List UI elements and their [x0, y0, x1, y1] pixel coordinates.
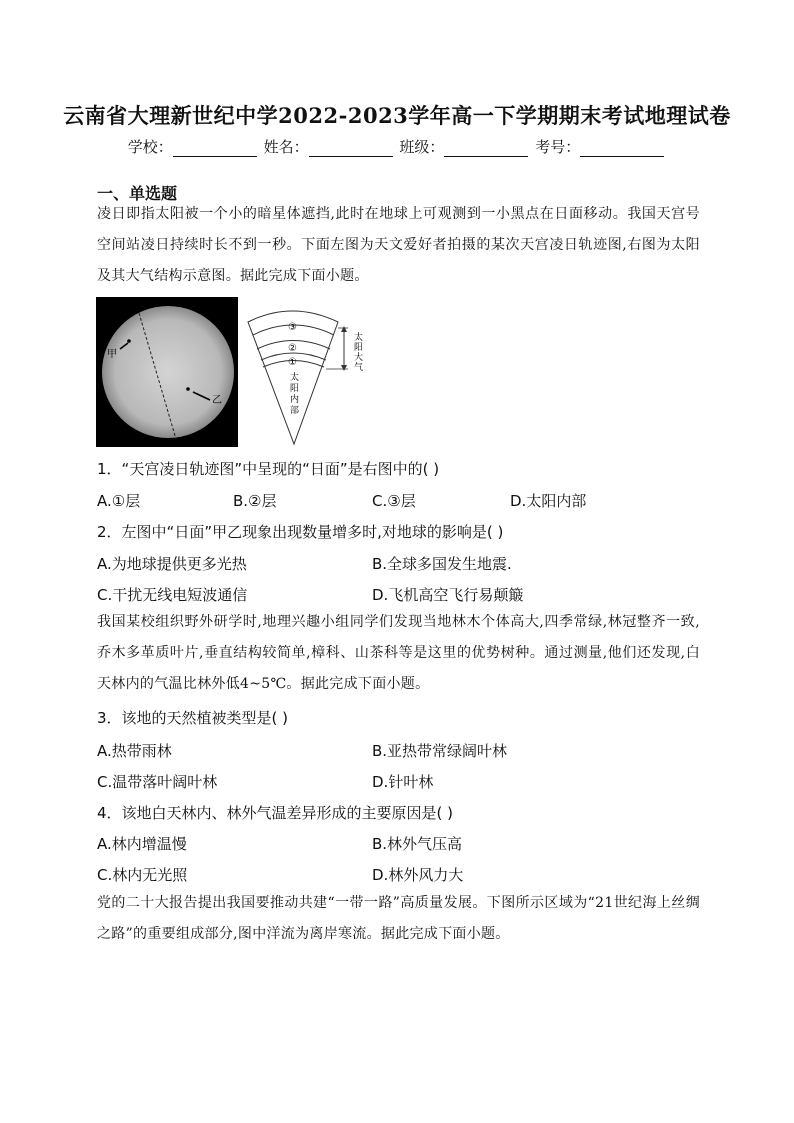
layer-1-label: ①: [288, 357, 297, 368]
q2-option-b[interactable]: B.全球多国发生地震.: [372, 555, 512, 573]
q4-option-c[interactable]: C.林内无光照: [97, 866, 188, 884]
interior-label-part: 部: [290, 406, 300, 416]
q1-option-a[interactable]: A.①层: [97, 492, 141, 510]
question-2-stem: 2．左图中“日面”甲乙现象出现数量增多时,对地球的影响是( ): [97, 523, 504, 541]
name-label: 姓名：: [263, 138, 309, 156]
interior-label-part: 阳: [290, 384, 300, 394]
interior-label-part: 内: [290, 395, 300, 405]
atmosphere-label: [354, 331, 366, 373]
q4-option-a[interactable]: A.林内增温慢: [97, 835, 187, 853]
q3-option-a[interactable]: A.热带雨林: [97, 742, 172, 760]
layer-2-label: ②: [288, 343, 297, 354]
q4-option-d[interactable]: D.林外风力大: [372, 866, 464, 884]
sun-transit-photo: [96, 297, 238, 447]
sun-structure-diagram: [244, 300, 368, 448]
section-heading: 一、单选题: [97, 184, 178, 203]
atmosphere-label-part: 气: [354, 363, 364, 373]
interior-label-part: 太: [290, 373, 300, 383]
q1-option-d[interactable]: D.太阳内部: [510, 492, 587, 510]
sun-disk: [102, 306, 234, 438]
sun-transit-figure: [96, 297, 238, 447]
bracket-arrow-bottom: [341, 365, 347, 371]
q4-option-b[interactable]: B.林外气压高: [372, 835, 463, 853]
passage-2: 我国某校组织野外研学时,地理兴趣小组同学们发现当地林木个体高大,四季常绿,林冠整齐一致,乔木多革质叶片,垂直结构较简单,樟科、山茶科等是这里的优势树种。通过测量,他们还发现,白天林内的气温比林外低4~5℃。据此完成下面小题。: [97, 614, 700, 692]
exam-number-blank[interactable]: [580, 140, 664, 157]
sunspot-jia: [127, 339, 131, 343]
q1-option-b[interactable]: B.②层: [233, 492, 277, 510]
atmosphere-label-part: 太: [354, 333, 364, 343]
q3-option-b[interactable]: B.亚热带常绿阔叶林: [372, 742, 508, 760]
q1-option-c[interactable]: C.③层: [372, 492, 416, 510]
q2-option-d[interactable]: D.飞机高空飞行易颠簸: [372, 586, 524, 604]
layer-3-label: ③: [288, 322, 297, 333]
sun-structure-figure: [244, 300, 368, 448]
label-jia: 甲: [107, 349, 117, 360]
passage-1: 凌日即指太阳被一个小的暗星体遮挡,此时在地球上可观测到一小黑点在日面移动。我国天宫号空间站凌日持续时长不到一秒。下面左图为天文爱好者拍摄的某次天宫凌日轨迹图,右图为太阳及其大气结构示意图。据此完成下面小题。: [97, 206, 700, 284]
school-blank[interactable]: [173, 140, 257, 157]
name-blank[interactable]: [309, 140, 393, 157]
class-blank[interactable]: [444, 140, 528, 157]
label-yi: 乙: [212, 395, 222, 406]
school-label: 学校：: [127, 138, 173, 156]
q2-option-c[interactable]: C.干扰无线电短波通信: [97, 586, 248, 604]
q2-option-a[interactable]: A.为地球提供更多光热: [97, 555, 247, 573]
student-info-line: [0, 136, 794, 157]
question-1-stem: 1．“天宫凌日轨迹图”中呈现的“日面”是右图中的( ): [97, 460, 440, 478]
class-label: 班级：: [399, 138, 445, 156]
question-3-stem: 3．该地的天然植被类型是( ): [97, 709, 289, 727]
page-title: 云南省大理新世纪中学2022-2023学年高一下学期期末考试地理试卷: [63, 103, 731, 128]
atmosphere-label-part: 阳: [354, 343, 364, 353]
exam-number-label: 考号：: [535, 138, 581, 156]
q3-option-d[interactable]: D.针叶林: [372, 773, 434, 791]
question-4-stem: 4．该地白天林内、林外气温差异形成的主要原因是( ): [97, 804, 454, 822]
q3-option-c[interactable]: C.温带落叶阔叶林: [97, 773, 218, 791]
bracket-arrow-top: [341, 326, 347, 332]
sunspot-yi: [186, 387, 190, 391]
passage-3: 党的二十大报告提出我国要推动共建“一带一路”高质量发展。下图所示区域为“21世纪海上丝绸之路”的重要组成部分,图中洋流为离岸寒流。据此完成下面小题。: [97, 895, 700, 942]
atmosphere-label-part: 大: [354, 353, 364, 363]
